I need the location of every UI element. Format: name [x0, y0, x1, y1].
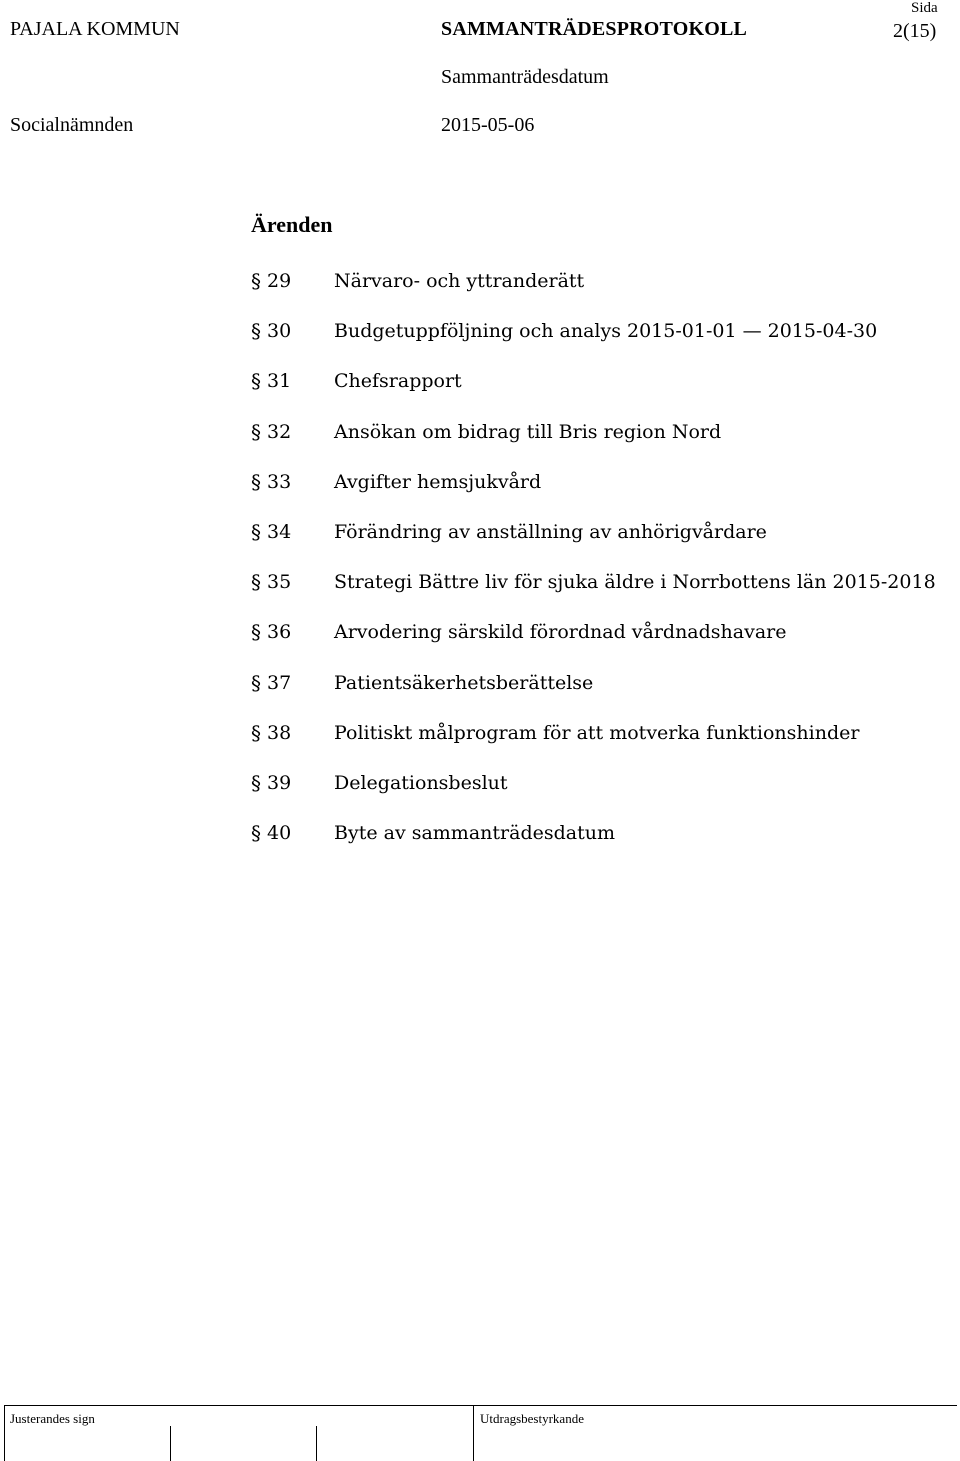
signature-label: Justerandes sign [10, 1411, 95, 1426]
section-symbol: § [251, 670, 261, 695]
item-number: 30 [267, 320, 292, 343]
section-symbol: § [251, 821, 261, 846]
item-title: Strategi Bättre liv för sjuka äldre i Norrbottens län 2015-2018 [334, 571, 936, 594]
section-symbol: § [251, 720, 261, 745]
section-symbol: § [251, 770, 261, 795]
item-title: Avgifter hemsjukvård [334, 470, 542, 493]
meeting-date: 2015-05-06 [441, 114, 535, 136]
agenda-item [251, 607, 936, 657]
section-symbol: § [251, 369, 261, 394]
agenda-item [251, 507, 936, 557]
footer-divider [473, 1406, 474, 1461]
item-number: 32 [267, 420, 292, 443]
item-title: Arvodering särskild förordnad vårdnadshavare [334, 621, 787, 644]
section-symbol: § [251, 620, 261, 645]
section-symbol: § [251, 520, 261, 545]
item-title: Patientsäkerhetsberättelse [334, 671, 594, 694]
page-label: Sida [911, 0, 938, 16]
page-number: 2(15) [893, 20, 937, 42]
item-title: Chefsrapport [334, 370, 462, 393]
item-title: Ansökan om bidrag till Bris region Nord [334, 420, 722, 443]
organization-name: PAJALA KOMMUN [10, 18, 180, 40]
section-symbol: § [251, 269, 261, 294]
item-title: Delegationsbeslut [334, 771, 508, 794]
item-title: Byte av sammanträdesdatum [334, 822, 615, 845]
agenda-heading: Ärenden [251, 212, 333, 237]
section-symbol: § [251, 469, 261, 494]
signature-box-divider [316, 1426, 317, 1461]
item-number: 34 [267, 521, 292, 544]
section-symbol: § [251, 319, 261, 344]
item-number: 36 [267, 621, 292, 644]
agenda-item [251, 407, 936, 457]
item-number: 38 [267, 721, 292, 744]
document-title: SAMMANTRÄDESPROTOKOLL [441, 18, 748, 40]
item-number: 33 [267, 470, 292, 493]
section-symbol: § [251, 419, 261, 444]
meeting-date-label: Sammanträdesdatum [441, 66, 609, 88]
agenda-item [251, 708, 936, 758]
signature-box-divider [170, 1426, 171, 1461]
item-number: 29 [267, 270, 292, 293]
agenda-item [251, 557, 936, 607]
footer-divider [4, 1406, 5, 1461]
item-title: Budgetuppföljning och analys 2015-01-01 — 2015-04-30 [334, 320, 878, 343]
item-title: Politiskt målprogram för att motverka funktionshinder [334, 721, 860, 744]
item-number: 37 [267, 671, 292, 694]
agenda-item [251, 758, 936, 808]
agenda-item [251, 658, 936, 708]
agenda-item [251, 306, 936, 356]
certification-label: Utdragsbestyrkande [480, 1411, 584, 1426]
agenda-item [251, 808, 936, 858]
item-number: 40 [267, 822, 292, 845]
section-symbol: § [251, 570, 261, 595]
agenda-item [251, 457, 936, 507]
item-title: Närvaro- och yttranderätt [334, 270, 585, 293]
signature-footer [4, 1405, 957, 1461]
item-title: Förändring av anställning av anhörigvårdare [334, 521, 767, 544]
agenda-item [251, 256, 936, 306]
agenda-list [251, 256, 936, 858]
committee-name: Socialnämnden [10, 114, 134, 136]
agenda-item [251, 356, 936, 406]
item-number: 31 [267, 370, 292, 393]
item-number: 35 [267, 571, 292, 594]
item-number: 39 [267, 771, 292, 794]
